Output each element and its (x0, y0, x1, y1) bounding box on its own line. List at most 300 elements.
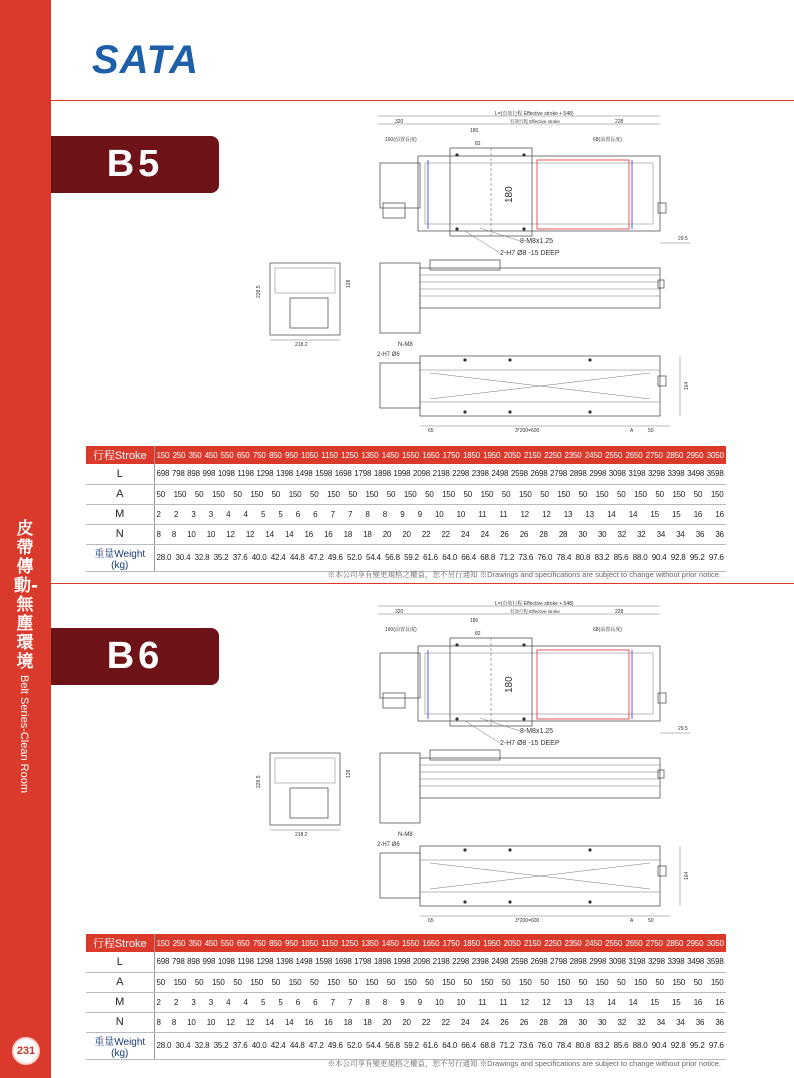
cell-value: 50 (540, 977, 549, 987)
row-values (155, 957, 727, 966)
cell-value: 1550 (402, 450, 420, 460)
row-values (155, 530, 727, 539)
dimension-label: 29.5 (678, 726, 688, 732)
dimension-label: 68(前置長度) (593, 627, 622, 633)
cell-value: 40.0 (251, 553, 267, 562)
leader-line (480, 718, 520, 731)
cell-value: 50 (233, 489, 242, 499)
cell-value: 28 (558, 1017, 568, 1027)
cell-value: 150 (156, 450, 170, 460)
leader-line (465, 721, 500, 743)
cell-value: 14 (284, 1017, 294, 1027)
cell-value: 2998 (589, 957, 607, 967)
body-side (420, 758, 660, 798)
cell-value: 73.6 (518, 553, 534, 562)
mount-hole (508, 358, 511, 361)
cell-value: 1250 (341, 450, 359, 460)
cell-value: 61.6 (423, 1041, 438, 1050)
cell-value: 54.4 (366, 1041, 381, 1050)
row-label: N (86, 1012, 154, 1032)
cell-value: 150 (442, 489, 455, 499)
carriage-side (430, 750, 500, 760)
cell-value: 30.4 (175, 1041, 191, 1050)
cell-value: 34 (676, 1017, 685, 1027)
air-fitting-side (658, 280, 664, 288)
air-fitting (658, 693, 666, 703)
note-b6: ※本公司享有變更規格之權益，恕不另行通知 ※Drawings and specifications are subject to change without prior notice. (327, 1059, 721, 1068)
cell-value: 450 (204, 938, 218, 948)
motor-bottom (380, 853, 420, 898)
cell-value: 8 (382, 509, 388, 519)
cell-value: 2698 (530, 957, 548, 967)
cell-value: 1198 (237, 957, 254, 967)
cell-value: 1350 (361, 938, 379, 948)
side-title-zh: 皮帶傳動-無塵環境 (14, 519, 39, 672)
bolt-hole (522, 153, 525, 156)
cell-value: 1950 (483, 450, 501, 460)
drawing-b6 (250, 598, 700, 928)
cell-value: 2350 (564, 450, 582, 460)
cell-value: 10 (206, 529, 216, 539)
cell-value: 80.8 (575, 553, 591, 562)
row-label: L (86, 952, 154, 972)
cell-value: 16 (304, 1017, 313, 1027)
cell-value: 14 (628, 509, 638, 519)
cell-value: 150 (595, 977, 609, 987)
cell-value: 2850 (666, 450, 684, 460)
cell-value: 44.8 (289, 1041, 305, 1050)
model-badge-b6: B6 (51, 628, 219, 685)
cell-value: 2550 (605, 450, 623, 460)
cell-value: 66.4 (461, 1041, 477, 1050)
cell-value: 3050 (706, 938, 724, 948)
cell-value: 50 (194, 489, 204, 499)
cell-value: 3098 (608, 469, 626, 479)
cell-value: 12 (542, 997, 551, 1007)
cell-value: 1998 (393, 469, 411, 479)
dimension-label: 228 (615, 609, 624, 615)
bolt-hole (522, 227, 525, 230)
cell-value: 150 (480, 489, 494, 499)
dimension-label: 228.5 (256, 775, 262, 788)
air-fitting-bottom (658, 376, 666, 386)
dimension-label: 160(前置長度) (385, 627, 417, 633)
cell-value: 95.2 (689, 553, 705, 562)
cell-value: 1850 (462, 938, 480, 948)
air-fitting (658, 203, 666, 213)
logo-text: SATA (92, 38, 199, 78)
cell-value: 30 (578, 529, 587, 539)
spec-row-l (86, 952, 726, 972)
cell-value: 2198 (432, 957, 450, 967)
cell-value: 50 (348, 489, 357, 499)
cell-value: 1050 (301, 938, 319, 948)
cell-value: 24 (461, 529, 470, 539)
cell-value: 998 (202, 469, 216, 479)
cell-value: 50 (310, 489, 319, 499)
cell-value: 150 (403, 489, 417, 499)
dimension-label: N-M8 (398, 832, 413, 838)
cell-value: 10 (206, 1017, 216, 1027)
mount-hole (463, 410, 466, 413)
cell-value: 24 (480, 1017, 490, 1027)
model-badge-b5: B5 (51, 136, 219, 193)
cell-value: 88.0 (632, 1041, 648, 1050)
cell-value: 2850 (666, 938, 684, 948)
dimension-label: 180 (470, 128, 479, 134)
cell-value: 68.8 (480, 1041, 496, 1050)
cell-value: 47.2 (308, 553, 324, 562)
cell-value: 12 (226, 1017, 235, 1027)
cell-value: 550 (220, 450, 234, 460)
cell-value: 83.2 (594, 553, 610, 562)
cell-value: 2650 (625, 450, 643, 460)
cell-value: 1850 (462, 450, 480, 460)
cell-value: 550 (220, 938, 234, 948)
cell-value: 150 (250, 489, 264, 499)
cell-value: 1798 (354, 957, 372, 967)
carriage (450, 148, 532, 236)
end-view (270, 753, 340, 825)
cell-value: 2798 (550, 957, 568, 967)
cell-value: 32.8 (194, 1041, 210, 1050)
cell-value: 14 (265, 1017, 274, 1027)
cell-value: 750 (252, 450, 266, 460)
cell-value: 88.0 (632, 553, 648, 562)
cell-value: 1498 (295, 469, 313, 479)
cell-value: 28 (558, 529, 568, 539)
cell-value: 650 (236, 450, 250, 460)
cell-value: 3598 (706, 957, 724, 967)
cell-value: 1250 (341, 938, 359, 948)
cell-value: 50 (463, 489, 472, 499)
cell-value: 1598 (315, 957, 333, 967)
cell-value: 14 (607, 997, 616, 1007)
drawing-b5 (250, 108, 700, 438)
cell-value: 50 (655, 977, 664, 987)
cell-value: 16 (304, 529, 313, 539)
cell-value: 50 (578, 489, 588, 499)
cell-value: 42.4 (270, 1041, 286, 1050)
cell-value: 10 (456, 509, 466, 519)
cell-value: 2750 (645, 938, 663, 948)
cell-value: 13 (563, 509, 573, 519)
cell-value: 32.8 (194, 553, 210, 562)
cell-value: 11 (478, 509, 487, 519)
cell-value: 13 (585, 509, 594, 519)
cell-value: 750 (252, 938, 266, 948)
cell-value: 11 (499, 509, 508, 519)
cell-value: 1650 (422, 938, 440, 948)
cell-value: 1098 (217, 957, 235, 967)
dimension-label: 2-H7 Ø6 (377, 352, 400, 358)
dimension-label: 65 (428, 428, 434, 434)
cell-value: 3 (208, 509, 213, 519)
cell-value: 2598 (510, 469, 528, 479)
technical-drawing (250, 108, 700, 438)
cell-value: 3598 (706, 469, 724, 479)
cell-value: 49.6 (327, 553, 343, 562)
cell-value: 16 (693, 509, 703, 519)
cell-value: 5 (260, 509, 266, 519)
cell-value: 50 (425, 977, 434, 987)
cell-value: 50 (156, 977, 165, 987)
cell-value: 35.2 (213, 553, 229, 562)
cell-value: 1450 (381, 450, 399, 460)
cell-value: 83.2 (594, 1041, 610, 1050)
cell-value: 15 (672, 509, 681, 519)
cell-value: 150 (288, 489, 302, 499)
spec-row-a (86, 972, 726, 992)
cell-value: 2098 (413, 469, 430, 479)
cell-value: 8 (365, 509, 370, 519)
cell-value: 5 (278, 509, 283, 519)
cell-value: 2650 (625, 938, 643, 948)
cell-value: 150 (365, 977, 379, 987)
dimension-label: 128 (346, 769, 352, 778)
cell-value: 56.8 (385, 553, 400, 562)
cell-value: 50 (501, 489, 511, 499)
cell-value: 2450 (584, 938, 602, 948)
cell-value: 2 (173, 509, 179, 519)
cell-value: 76.0 (537, 1041, 553, 1050)
cell-value: 150 (518, 977, 532, 987)
mount-hole (588, 848, 591, 851)
row-label: M (86, 504, 154, 524)
spec-row-a (86, 484, 726, 504)
cell-value: 3398 (667, 957, 685, 967)
cell-value: 2598 (510, 957, 528, 967)
cell-value: 16 (324, 1017, 333, 1027)
cell-value: 14 (628, 997, 638, 1007)
cell-value: 12 (245, 529, 255, 539)
mount-hole (463, 848, 466, 851)
cell-value: 250 (172, 450, 186, 460)
spec-row-weight (86, 544, 726, 571)
cell-value: 950 (285, 938, 298, 948)
spec-row-n (86, 1012, 726, 1032)
dimension-label: 164 (684, 871, 690, 880)
cell-value: 16 (715, 997, 724, 1007)
cell-value: 28.0 (156, 553, 172, 562)
cell-value: 7 (330, 997, 335, 1007)
dimension-label: 有效行程 Effective stroke (510, 119, 560, 124)
cell-value: 14 (265, 529, 274, 539)
cell-value: 2150 (523, 938, 541, 948)
carriage (450, 638, 532, 726)
cell-value: 15 (672, 997, 681, 1007)
cell-value: 10 (435, 509, 444, 519)
cell-value: 2198 (432, 469, 450, 479)
row-values (155, 451, 727, 460)
cell-value: 2050 (503, 938, 521, 948)
cell-value: 6 (295, 997, 300, 1007)
cell-value: 1750 (442, 938, 460, 948)
cell-value: 42.4 (270, 553, 286, 562)
cell-value: 2398 (471, 469, 489, 479)
cell-value: 2398 (471, 957, 489, 967)
cell-value: 8 (382, 997, 388, 1007)
cell-value: 18 (343, 1017, 353, 1027)
divider-middle (51, 583, 794, 584)
cell-value: 1098 (217, 469, 235, 479)
cell-value: 898 (187, 469, 200, 479)
cell-value: 64.0 (442, 553, 457, 562)
spec-table-b6 (86, 934, 726, 1060)
cell-value: 8 (171, 1017, 177, 1027)
cell-value: 32 (637, 1017, 646, 1027)
dimension-label: 有效行程 Effective stroke (510, 609, 560, 614)
cell-value: 698 (156, 469, 170, 479)
cell-value: 12 (245, 1017, 255, 1027)
cell-value: 76.0 (537, 553, 553, 562)
cell-value: 24 (480, 529, 490, 539)
cell-value: 2350 (564, 938, 582, 948)
dimension-label: 3*200=600 (515, 918, 540, 924)
cell-value: 3298 (647, 957, 665, 967)
cell-value: 14 (607, 509, 616, 519)
cell-value: 50 (693, 977, 703, 987)
cell-value: 66.4 (461, 553, 477, 562)
bolt-hole (455, 643, 458, 646)
cell-value: 150 (173, 977, 187, 987)
divider-top (51, 100, 794, 101)
cell-value: 1750 (442, 450, 460, 460)
cell-value: 2998 (589, 469, 607, 479)
cell-value: 150 (288, 977, 302, 987)
cell-value: 4 (226, 997, 231, 1007)
dimension-label: 2-H7 Ø6 (377, 842, 400, 848)
cell-value: 2698 (530, 469, 548, 479)
dimension-label: 164 (684, 381, 690, 390)
dimension-label: 218.2 (295, 832, 308, 838)
mount-hole (508, 848, 511, 851)
cell-value: 7 (347, 997, 353, 1007)
cell-value: 73.6 (518, 1041, 534, 1050)
cell-value: 7 (330, 509, 335, 519)
cell-value: 50 (271, 489, 281, 499)
mount-hole (588, 410, 591, 413)
cell-value: 1498 (295, 957, 313, 967)
cell-value: 26 (500, 1017, 509, 1027)
cell-value: 350 (188, 450, 202, 460)
cell-value: 3 (191, 997, 196, 1007)
cell-value: 36 (695, 1017, 705, 1027)
dimension-label: 160(前置長度) (385, 137, 417, 143)
cell-value: 2750 (645, 450, 663, 460)
motor-connector (383, 203, 405, 218)
cell-value: 49.6 (327, 1041, 343, 1050)
cell-value: 798 (171, 957, 185, 967)
dimension-label: 228 (615, 119, 624, 125)
cell-value: 50 (310, 977, 319, 987)
cell-value: 90.4 (651, 553, 667, 562)
cell-value: 34 (656, 1017, 666, 1027)
mount-hole (508, 900, 511, 903)
cell-value: 3098 (608, 957, 626, 967)
spec-row-n (86, 524, 726, 544)
dimension-label: 2-H7 Ø8 -15 DEEP (500, 740, 560, 747)
cell-value: 1950 (483, 938, 501, 948)
cell-value: 9 (417, 997, 422, 1007)
cell-value: 34 (676, 529, 685, 539)
cell-value: 50 (617, 977, 626, 987)
cell-value: 150 (518, 489, 532, 499)
cell-value: 22 (421, 529, 431, 539)
dimension-label: 320 (395, 119, 404, 125)
cell-value: 10 (187, 1017, 196, 1027)
row-label: 重量Weight (kg) (86, 1032, 154, 1059)
cell-value: 36 (715, 1017, 724, 1027)
cell-value: 32 (637, 529, 646, 539)
dimension-label: 82 (475, 631, 481, 637)
side-title-en: Belt Series-Clean Room (18, 675, 30, 793)
cell-value: 28.0 (156, 1041, 172, 1050)
cell-value: 50 (501, 977, 511, 987)
dimension-label: 2-H7 Ø8 -15 DEEP (500, 250, 560, 257)
row-values (155, 1041, 727, 1050)
cell-value: 150 (634, 489, 647, 499)
cell-value: 2550 (605, 938, 623, 948)
cell-value: 37.6 (232, 553, 248, 562)
sata-logo (92, 38, 210, 78)
cell-value: 22 (441, 529, 450, 539)
motor-side (380, 753, 420, 823)
body-top (418, 156, 660, 231)
cell-value: 50 (540, 489, 549, 499)
cell-value: 3298 (647, 469, 665, 479)
cell-value: 2 (156, 997, 161, 1007)
cell-value: 2798 (550, 469, 568, 479)
cell-value: 71.2 (499, 1041, 515, 1050)
dimension-label: 50 (648, 428, 654, 434)
bolt-hole (455, 153, 458, 156)
cell-value: 1598 (315, 469, 333, 479)
cell-value: 2 (156, 509, 161, 519)
dimension-label: 320 (395, 609, 404, 615)
cell-value: 9 (400, 997, 405, 1007)
mount-hole (463, 358, 466, 361)
end-motor (290, 298, 328, 328)
cell-value: 32 (617, 1017, 626, 1027)
cell-value: 40.0 (251, 1041, 267, 1050)
mount-hole (588, 900, 591, 903)
cell-value: 1698 (334, 957, 352, 967)
cell-value: 1898 (373, 469, 391, 479)
cell-value: 97.6 (708, 553, 724, 562)
bolt-hole (455, 717, 458, 720)
cell-value: 898 (187, 957, 200, 967)
spec-row-weight (86, 1032, 726, 1059)
cell-value: 22 (421, 1017, 431, 1027)
dimension-label: 180 (470, 618, 479, 624)
cell-value: 2950 (686, 450, 704, 460)
cell-value: 26 (519, 529, 529, 539)
row-label: L (86, 464, 154, 484)
cell-value: 6 (313, 509, 318, 519)
body-inner (425, 653, 653, 714)
cell-value: 1198 (237, 469, 254, 479)
cell-value: 1398 (275, 957, 293, 967)
cell-value: 15 (650, 997, 659, 1007)
cell-value: 150 (672, 977, 686, 987)
cell-value: 50 (693, 489, 703, 499)
bolt-hole (522, 643, 525, 646)
cell-value: 350 (188, 938, 202, 948)
cell-value: 18 (363, 1017, 372, 1027)
row-label: 重量Weight (kg) (86, 544, 154, 571)
cell-value: 78.4 (556, 1041, 572, 1050)
